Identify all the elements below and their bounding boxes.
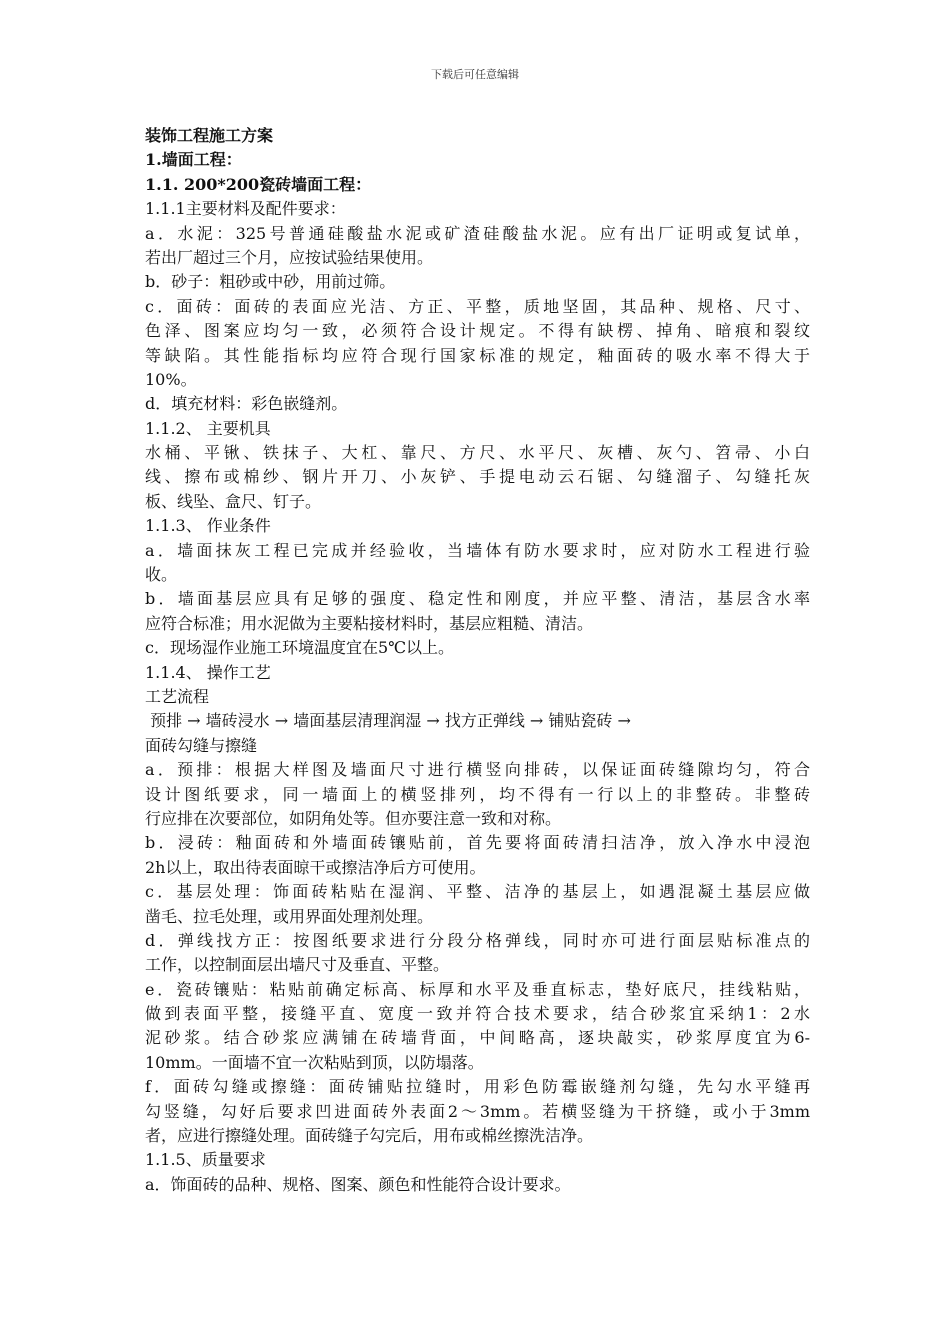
text-line: 者，应进行擦缝处理。面砖缝子勾完后，用布或棉丝擦洗洁净。 [145,1126,594,1146]
text-line: f．面砖勾缝或擦缝：面砖铺贴拉缝时，用彩色防霉嵌缝剂勾缝，先勾水平缝再 [145,1077,810,1097]
text-line: a．墙面抹灰工程已完成并经验收，当墙体有防水要求时，应对防水工程进行验 [145,540,810,560]
text-line: c．现场湿作业施工环境温度宜在5℃以上。 [145,638,455,658]
section-heading-1-1-4: 1.1.4、 操作工艺 [145,662,271,682]
text-line: 线、擦布或棉纱、钢片开刀、小灰铲、手提电动云石锯、勾缝溜子、勾缝托灰 [145,467,810,487]
text-line: 泥砂浆。结合砂浆应满铺在砖墙背面，中间略高，逐块敲实，砂浆厚度宜为6- [145,1028,810,1048]
text-line: 2h以上，取出待表面晾干或擦洁净后方可使用。 [145,857,486,877]
text-line: 色泽、图案应均匀一致，必须符合设计规定。不得有缺楞、掉角、暗痕和裂纹 [145,321,810,341]
section-heading-1-1-5: 1.1.5、质量要求 [145,1150,266,1170]
text-line: e．瓷砖镶贴：粘贴前确定标高、标厚和水平及垂直标志，垫好底尺，挂线粘贴， [145,979,810,999]
text-line: b．砂子：粗砂或中砂，用前过筛。 [145,272,396,292]
text-line: 若出厂超过三个月，应按试验结果使用。 [145,247,434,267]
text-line: 应符合标准；用水泥做为主要粘接材料时，基层应粗糙、清洁。 [145,613,594,633]
page-header-note: 下载后可任意编辑 [431,68,519,81]
section-heading-1: 1.墙面工程： [145,150,242,170]
section-heading-1-1-2: 1.1.2、 主要机具 [145,418,271,438]
text-line: b．墙面基层应具有足够的强度、稳定性和刚度，并应平整、清洁，基层含水率 [145,589,810,609]
text-line: 做到表面平整，接缝平直、宽度一致并符合技术要求，结合砂浆宜采纳1：2水 [145,1004,810,1024]
section-heading-1-1: 1.1. 200*200瓷砖墙面工程： [145,174,372,194]
text-line: 凿毛、拉毛处理，或用界面处理剂处理。 [145,906,434,926]
text-line: b．浸砖：釉面砖和外墙面砖镶贴前，首先要将面砖清扫洁净，放入净水中浸泡 [145,833,810,853]
text-line: a．水泥：325号普通硅酸盐水泥或矿渣硅酸盐水泥。应有出厂证明或复试单， [145,223,810,243]
text-line: 板、线坠、盒尺、钉子。 [145,491,322,511]
process-flow-line: 预排 → 墙砖浸水 → 墙面基层清理润湿 → 找方正弹线 → 铺贴瓷砖 → [145,711,631,731]
section-heading-1-1-3: 1.1.3、 作业条件 [145,516,271,536]
document-body [145,124,810,1197]
text-line: 水桶、平锹、铁抹子、大杠、靠尺、方尺、水平尺、灰槽、灰勺、笤帚、小白 [145,443,810,463]
text-line: 10mm。一面墙不宜一次粘贴到顶，以防塌落。 [145,1052,484,1072]
text-line: c．基层处理：饰面砖粘贴在湿润、平整、洁净的基层上，如遇混凝土基层应做 [145,882,810,902]
text-line: a．饰面砖的品种、规格、图案、颜色和性能符合设计要求。 [145,1174,571,1194]
document-title: 装饰工程施工方案 [145,126,274,145]
text-line: 10%。 [145,369,197,389]
text-line: d．弹线找方正：按图纸要求进行分段分格弹线，同时亦可进行面层贴标准点的 [145,930,810,950]
process-flow-title: 工艺流程 [145,686,210,706]
text-line: 行应排在次要部位，如阴角处等。但亦要注意一致和对称。 [145,808,562,828]
section-heading-1-1-1: 1.1.1主要材料及配件要求： [145,199,346,219]
text-line: 等缺陷。其性能指标均应符合现行国家标准的规定，釉面砖的吸水率不得大于 [145,345,810,365]
text-line: 设计图纸要求，同一墙面上的横竖排列，均不得有一行以上的非整砖。非整砖 [145,784,810,804]
text-line: a．预排：根据大样图及墙面尺寸进行横竖向排砖，以保证面砖缝隙均匀，符合 [145,760,810,780]
text-line: c．面砖：面砖的表面应光洁、方正、平整，质地坚固，其品种、规格、尺寸、 [145,296,810,316]
text-line: 工作，以控制面层出墙尺寸及垂直、平整。 [145,955,450,975]
process-flow-line: 面砖勾缝与擦缝 [145,735,258,755]
text-line: d．填充材料：彩色嵌缝剂。 [145,394,348,414]
text-line: 收。 [145,565,178,585]
text-line: 勾竖缝，勾好后要求凹进面砖外表面2～3mm。若横竖缝为干挤缝，或小于3mm [145,1101,810,1121]
